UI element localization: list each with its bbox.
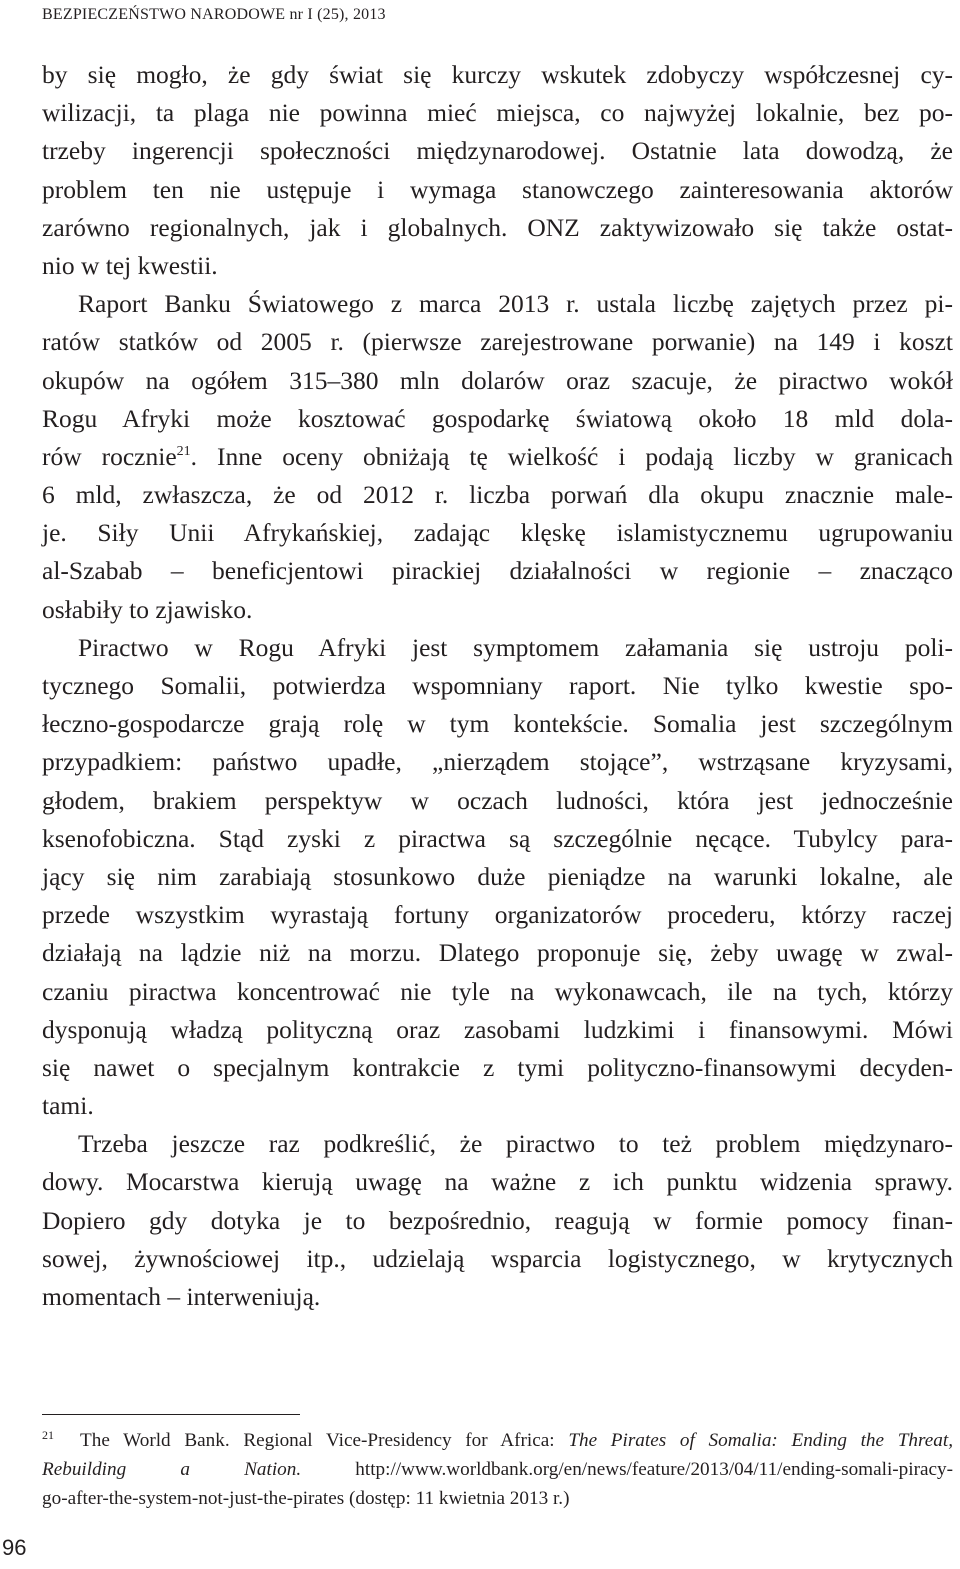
running-head: BEZPIECZEŃSTWO NARODOWE nr I (25), 2013 (42, 6, 386, 23)
text-line (42, 1455, 953, 1484)
text-line: Rogu Afryki może kosztować gospodarkę światową około 18 mld dola- (42, 403, 953, 433)
text-line: zarówno regionalnych, jak i globalnych. ONZ zaktywizowało się także ostat- (42, 212, 953, 242)
text-line: działają na lądzie niż na morzu. Dlatego proponuje się, żeby uwagę w zwal- (42, 938, 953, 968)
text-line: go-after-the-system-not-just-the-pirates (dostęp: 11 kwietnia 2013 r.) (42, 1488, 570, 1509)
footnote-number: 21 (42, 1428, 54, 1442)
text-line: je. Siły Unii Afrykańskiej, zadając klęskę islamistycznemu ugrupowaniu (42, 518, 953, 548)
text-line: Dopiero gdy dotyka je to bezpośrednio, reagują w formie pomocy finan- (42, 1205, 953, 1235)
paragraph (42, 629, 953, 1125)
text-fragment: . Inne oceny obniżają tę wielkość i podają liczby w granicach (190, 441, 953, 471)
text-line (42, 1426, 953, 1455)
text-line: łeczno-gospodarcze grają rolę w tym kontekście. Somalia jest szczególnym (42, 709, 953, 739)
footnote-text: The World Bank. Regional Vice-Presidency for Africa: (80, 1430, 569, 1451)
text-fragment: rów rocznie (42, 441, 177, 471)
footnote-title: The Pirates of Somalia: Ending the Threat, (568, 1430, 953, 1451)
text-line: przypadkiem: państwo upadłe, „nierządem stojące”, wstrząsane kryzysami, (42, 747, 953, 777)
text-line: się nawet o specjalnym kontrakcie z tymi polityczno-finansowymi decyden- (42, 1052, 953, 1082)
footnote-title: Rebuilding a Nation. (42, 1459, 302, 1480)
text-line: tami. (42, 1091, 94, 1121)
text-line: 6 mld, zwłaszcza, że od 2012 r. liczba porwań dla okupu znacznie male- (42, 480, 953, 510)
text-line: głodem, brakiem perspektyw w oczach ludności, która jest jednocześnie (42, 785, 953, 815)
text-line: nio w tej kwestii. (42, 250, 218, 280)
text-line: momentach – interweniują. (42, 1282, 321, 1311)
page-number: 96 (2, 1535, 27, 1560)
text-line: ratów statków od 2005 r. (pierwsze zarejestrowane porwanie) na 149 i koszt (42, 327, 953, 357)
text-line: tycznego Somalii, potwierdza wspomniany raport. Nie tylko kwestie spo- (42, 671, 953, 700)
text-line: Trzeba jeszcze raz podkreślić, że piractwo to też problem międzynaro- (78, 1129, 953, 1159)
text-line: Raport Banku Światowego z marca 2013 r. ustala liczbę zajętych przez pi- (78, 289, 953, 319)
text-line: by się mogło, że gdy świat się kurczy wskutek zdobyczy współczesnej cy- (42, 60, 953, 89)
text-line: dysponują władzą polityczną oraz zasobami ludzkimi i finansowymi. Mówi (42, 1014, 953, 1044)
text-line: problem ten nie ustępuje i wymaga stanowczego zainteresowania aktorów (42, 174, 953, 204)
text-line: trzeby ingerencji społeczności międzynarodowej. Ostatnie lata dowodzą, że (42, 136, 953, 166)
text-line: osłabiły to zjawisko. (42, 594, 253, 624)
footnote-divider (42, 1414, 300, 1415)
text-line (42, 438, 953, 476)
text-line: przede wszystkim wyrastają fortuny organizatorów procederu, którzy raczej (42, 900, 953, 930)
footnote (42, 1426, 953, 1513)
article-body (42, 56, 953, 1316)
text-line: sowej, żywnościowej itp., udzielają wsparcia logistycznego, w krytycznych (42, 1243, 953, 1273)
text-line: wilizacji, ta plaga nie powinna mieć miejsca, co najwyżej lokalnie, bez po- (42, 98, 953, 128)
text-line: okupów na ogółem 315–380 mln dolarów oraz szacuje, że piractwo wokół (42, 365, 953, 395)
text-line: al-Szabab – beneficjentowi pirackiej działalności w regionie – znacząco (42, 556, 953, 586)
text-line: jący się nim zarabiają stosunkowo duże pieniądze na warunki lokalne, ale (42, 861, 953, 891)
text-line: Piractwo w Rogu Afryki jest symptomem załamania się ustroju poli- (78, 632, 953, 662)
paragraph (42, 285, 953, 629)
footnote-link[interactable]: http://www.worldbank.org/en/news/feature/2013/04/11/ending-somali-piracy- (301, 1459, 953, 1480)
text-line: dowy. Mocarstwa kierują uwagę na ważne z ich punktu widzenia sprawy. (42, 1167, 953, 1197)
footnote-reference[interactable]: 21 (176, 443, 191, 459)
text-line: czaniu piractwa koncentrować nie tyle na wykonawcach, ile na tych, którzy (42, 976, 953, 1006)
text-line: ksenofobiczna. Stąd zyski z piractwa są szczególnie nęcące. Tubylcy para- (42, 823, 953, 853)
paragraph (42, 1125, 953, 1316)
paragraph (42, 56, 953, 285)
